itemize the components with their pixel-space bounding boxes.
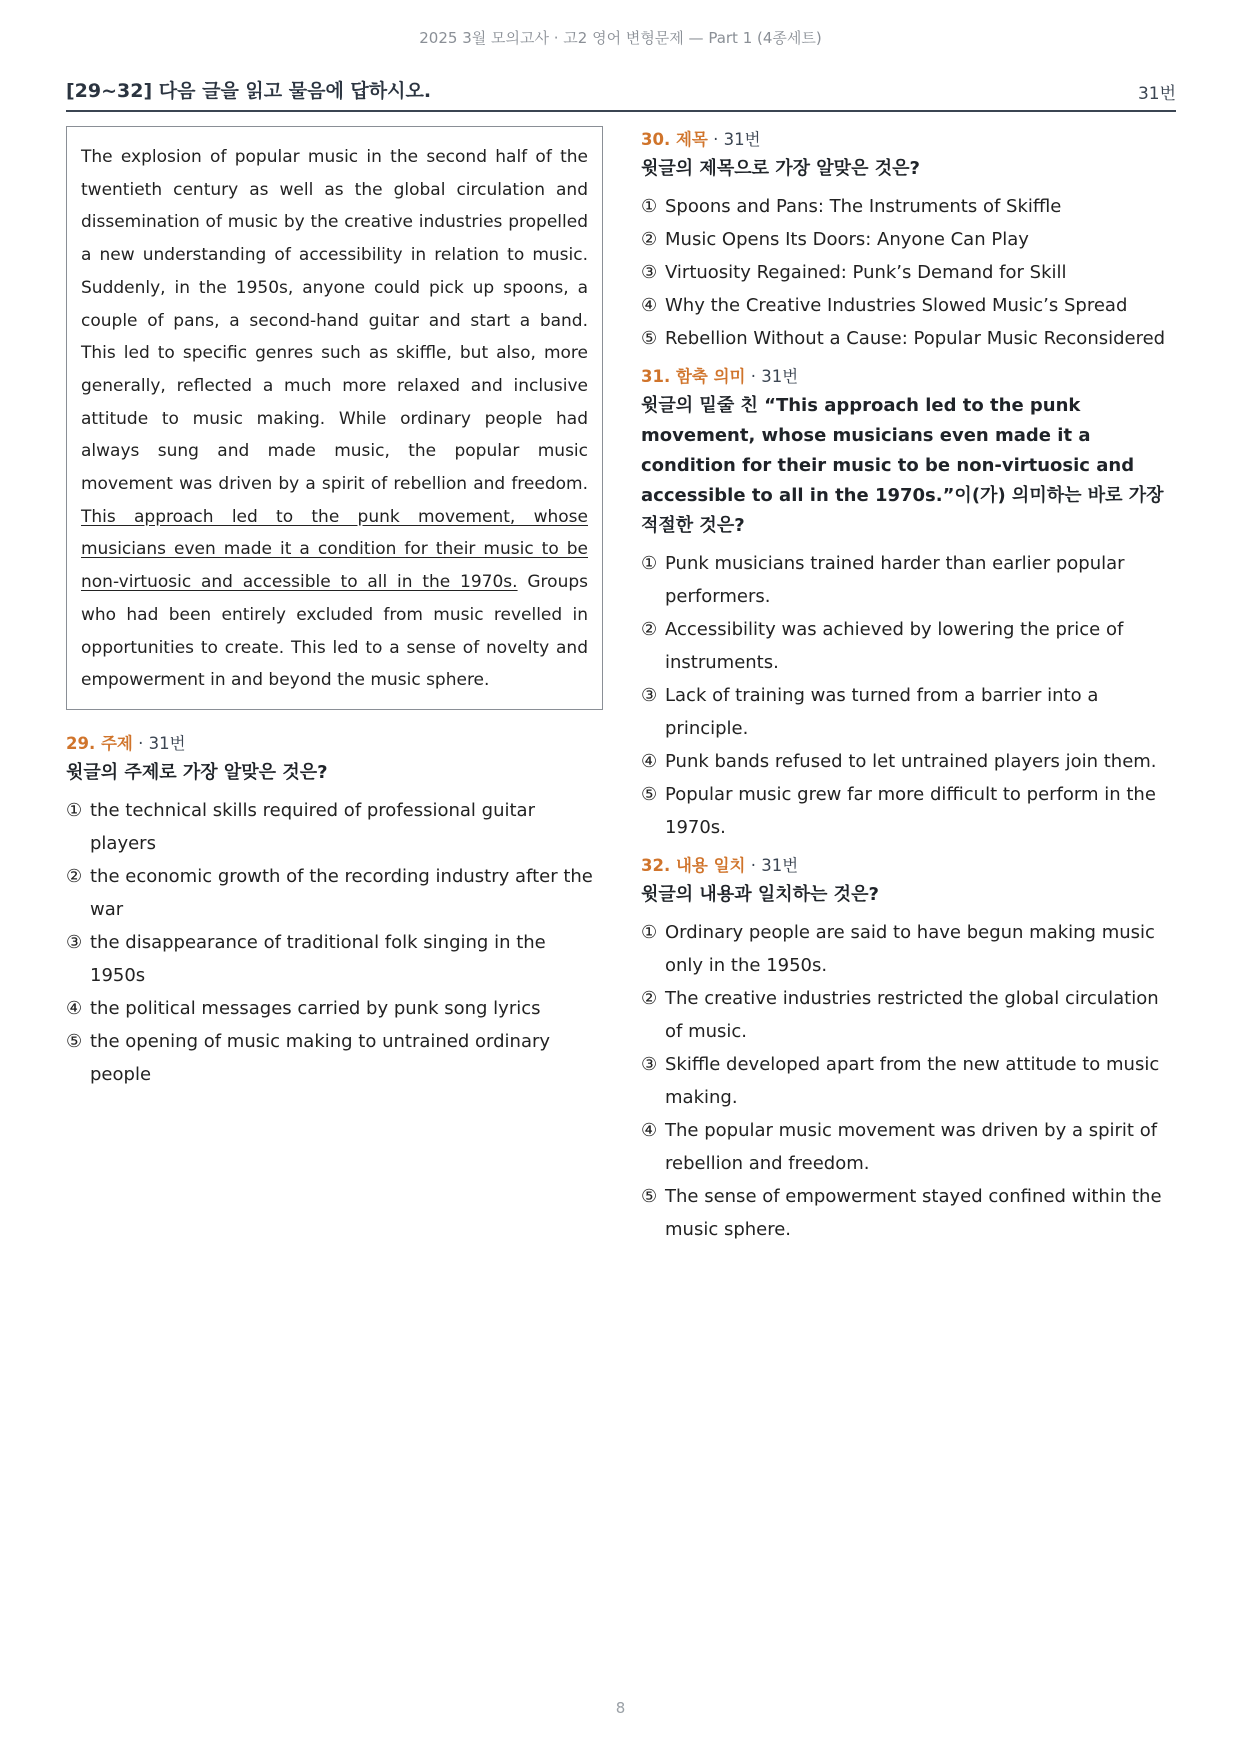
question-label	[641, 852, 1181, 876]
question-number: 29. 주제	[66, 733, 133, 753]
question-number: 32. 내용 일치	[641, 856, 746, 875]
option-text: the political messages carried by punk song lyrics	[90, 997, 541, 1019]
question-number: 30. 제목	[641, 130, 708, 149]
option-text: Spoons and Pans: The Instruments of Skiffle	[665, 196, 1062, 217]
question-30	[641, 126, 1181, 355]
answer-option[interactable]	[66, 860, 603, 926]
option-text: Punk bands refused to let untrained players join them.	[665, 751, 1157, 772]
option-mark: ④	[66, 997, 83, 1019]
question-ref: · 31번	[750, 367, 799, 386]
answer-option[interactable]	[66, 992, 603, 1025]
option-mark: ①	[641, 196, 658, 217]
answer-option[interactable]	[641, 778, 1181, 844]
option-mark: ⑤	[641, 784, 658, 805]
answer-option[interactable]	[641, 322, 1181, 355]
question-stem: 윗글의 내용과 일치하는 것은?	[641, 884, 879, 905]
question-label	[641, 126, 1181, 150]
option-text: the economic growth of the recording industry after the war	[90, 865, 593, 920]
option-text: the technical skills required of professional guitar players	[90, 799, 535, 854]
question-stem: 윗글의 제목으로 가장 알맞은 것은?	[641, 158, 920, 179]
answer-option[interactable]	[641, 1048, 1181, 1114]
question-32	[641, 852, 1181, 1246]
right-column	[641, 126, 1181, 1246]
option-text: The popular music movement was driven by a spirit of rebellion and freedom.	[665, 1120, 1158, 1174]
option-text: Skiffle developed apart from the new attitude to music making.	[665, 1054, 1160, 1108]
passage-underlined-sentence: This approach led to the punk movement, whose musicians even made it a condition for their music to be non-virtuosic and accessible to all in the 1970s.	[81, 506, 588, 593]
option-text: The creative industries restricted the global circulation of music.	[665, 988, 1159, 1042]
running-title: 2025 3월 모의고사 · 고2 영어 변형문제 — Part 1 (4종세트)	[419, 29, 822, 47]
option-mark: ①	[641, 922, 658, 943]
option-mark: ④	[641, 1120, 658, 1141]
section-title: [29~32] 다음 글을 읽고 물음에 답하시오.	[66, 80, 432, 102]
answer-option[interactable]	[641, 679, 1181, 745]
page-number: 8	[615, 1699, 626, 1717]
option-mark: ⑤	[641, 1186, 658, 1207]
option-mark: ③	[641, 685, 658, 706]
answer-option[interactable]	[641, 916, 1181, 982]
answer-option[interactable]	[66, 794, 603, 860]
passage-text-before: The explosion of popular music in the second half of the twentieth century as well as the global circulation and dissemination of music by the creative industries propelled a new understanding of accessibility in relation to music. Suddenly, in the 1950s, anyone could pick up spoons, a couple of pans, a second-hand guitar and start a band. This led to specific genres such as skiffle, but also, more generally, reflected a much more relaxed and inclusive attitude to music making. While ordinary people had always sung and made music, the popular music movement was driven by a spirit of rebellion and freedom.	[81, 147, 588, 495]
left-column	[66, 126, 603, 1091]
question-stem: 윗글의 밑줄 친 “This approach led to the punk movement, whose musicians even made it a condition for their music to be non-virtuosic and accessible to all in the 1970s.”이(가) 의미하는 바로 가장 적절한 것은?	[641, 395, 1164, 536]
option-text: Virtuosity Regained: Punk’s Demand for Skill	[665, 262, 1067, 283]
option-mark: ④	[641, 751, 658, 772]
question-number: 31. 함축 의미	[641, 367, 746, 386]
answer-option[interactable]	[641, 289, 1181, 322]
option-text: Punk musicians trained harder than earlier popular performers.	[665, 553, 1125, 607]
answer-option[interactable]	[641, 223, 1181, 256]
option-mark: ③	[641, 1054, 658, 1075]
question-31	[641, 363, 1181, 844]
option-text: Lack of training was turned from a barrier into a principle.	[665, 685, 1099, 739]
answer-option[interactable]	[641, 256, 1181, 289]
option-text: The sense of empowerment stayed confined within the music sphere.	[665, 1186, 1162, 1240]
option-text: the disappearance of traditional folk singing in the 1950s	[90, 931, 546, 986]
answer-option[interactable]	[66, 1025, 603, 1091]
question-stem: 윗글의 주제로 가장 알맞은 것은?	[66, 761, 328, 783]
section-number: 31번	[1137, 84, 1176, 104]
option-text: Rebellion Without a Cause: Popular Music Reconsidered	[665, 328, 1166, 349]
option-text: the opening of music making to untrained ordinary people	[90, 1030, 551, 1085]
answer-option[interactable]	[641, 547, 1181, 613]
option-text: Why the Creative Industries Slowed Music’s Spread	[665, 295, 1128, 316]
answer-option[interactable]	[641, 982, 1181, 1048]
option-mark: ⑤	[66, 1030, 83, 1052]
option-text: Accessibility was achieved by lowering the price of instruments.	[665, 619, 1124, 673]
option-mark: ②	[641, 988, 658, 1009]
option-mark: ③	[641, 262, 658, 283]
option-mark: ④	[641, 295, 658, 316]
question-ref: · 31번	[138, 733, 186, 753]
question-ref: · 31번	[713, 130, 761, 149]
answer-option[interactable]	[641, 745, 1181, 778]
answer-option[interactable]	[641, 613, 1181, 679]
answer-option[interactable]	[641, 190, 1181, 223]
question-label	[66, 730, 603, 754]
option-mark: ⑤	[641, 328, 658, 349]
option-mark: ③	[66, 931, 83, 953]
section-header	[66, 76, 1176, 112]
question-29	[66, 730, 603, 1091]
answer-option[interactable]	[66, 926, 603, 992]
option-text: Music Opens Its Doors: Anyone Can Play	[665, 229, 1029, 250]
option-mark: ①	[66, 799, 83, 821]
option-mark: ②	[641, 619, 658, 640]
option-text: Popular music grew far more difficult to perform in the 1970s.	[665, 784, 1156, 838]
passage-text-after: Groups who had been entirely excluded from music revelled in opportunities to create. This led to a sense of novelty and empowerment in and beyond the music sphere.	[81, 572, 588, 691]
question-ref: · 31번	[750, 856, 799, 875]
option-text: Ordinary people are said to have begun making music only in the 1950s.	[665, 922, 1155, 976]
answer-option[interactable]	[641, 1180, 1181, 1246]
reading-passage	[66, 126, 603, 710]
option-mark: ①	[641, 553, 658, 574]
option-mark: ②	[66, 865, 83, 887]
question-label	[641, 363, 1181, 387]
answer-option[interactable]	[641, 1114, 1181, 1180]
option-mark: ②	[641, 229, 658, 250]
